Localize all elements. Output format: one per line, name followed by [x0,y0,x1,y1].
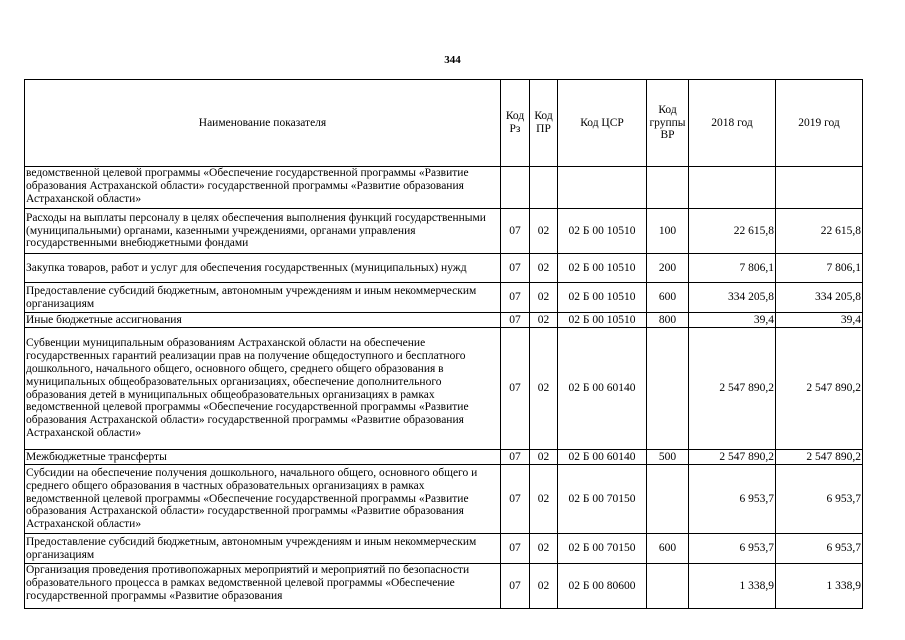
cell-rz: 07 [501,534,530,564]
cell-2019: 1 338,9 [776,564,863,609]
cell-csr: 02 Б 00 60140 [558,450,647,465]
cell-csr: 02 Б 00 10510 [558,254,647,283]
cell-name: Субвенции муниципальным образованиям Астраханской области на обеспечение государственных гарантий реализации прав на получение общедоступного и бесплатного дошкольного, начального общего, основного общего, среднего общего образования в муниципальных общеобразовательных организациях, обеспечение дополнительного образования детей в муниципальных общеобразовательных организациях в рамках ведомственной целевой программы «Обеспечение государственной программы «Развитие образования Астраханской области» государственной программы «Развитие образования Астраханской области» [25,328,501,450]
table-row [25,209,863,254]
cell-rz: 07 [501,465,530,534]
cell-pr: 02 [530,313,558,328]
cell-name: ведомственной целевой программы «Обеспечение государственной программы «Развитие образования Астраханской области» государственной программы «Развитие образования Астраханской области» [25,167,501,209]
cell-name: Закупка товаров, работ и услуг для обеспечения государственных (муниципальных) нужд [25,254,501,283]
cell-csr: 02 Б 00 10510 [558,283,647,313]
cell-vr [647,564,689,609]
cell-2018: 334 205,8 [689,283,776,313]
cell-pr: 02 [530,328,558,450]
cell-name: Предоставление субсидий бюджетным, автономным учреждениям и иным некоммерческим организациям [25,534,501,564]
cell-2019: 334 205,8 [776,283,863,313]
cell-vr [647,167,689,209]
table-row [25,254,863,283]
cell-csr: 02 Б 00 10510 [558,313,647,328]
cell-vr [647,328,689,450]
cell-csr: 02 Б 00 70150 [558,465,647,534]
cell-name: Субсидии на обеспечение получения дошкольного, начального общего, основного общего и среднего общего образования в частных образовательных организациях в рамках ведомственной целевой программы «Обеспечение государственной программы «Развитие образования Астраханской области» государственной программы «Развитие образования Астраханской области» [25,465,501,534]
table-row [25,328,863,450]
cell-2018: 6 953,7 [689,465,776,534]
cell-vr: 100 [647,209,689,254]
cell-rz: 07 [501,564,530,609]
page-number: 344 [444,54,461,66]
cell-rz: 07 [501,313,530,328]
cell-name: Иные бюджетные ассигнования [25,313,501,328]
cell-vr: 600 [647,534,689,564]
cell-rz: 07 [501,283,530,313]
cell-2018: 2 547 890,2 [689,450,776,465]
cell-2018: 22 615,8 [689,209,776,254]
table-row [25,283,863,313]
cell-rz: 07 [501,209,530,254]
cell-csr: 02 Б 00 10510 [558,209,647,254]
cell-2019 [776,167,863,209]
cell-name: Предоставление субсидий бюджетным, автономным учреждениям и иным некоммерческим организациям [25,283,501,313]
cell-rz: 07 [501,254,530,283]
header-pr: Код ПР [530,80,558,167]
cell-vr: 600 [647,283,689,313]
cell-pr: 02 [530,450,558,465]
cell-csr [558,167,647,209]
cell-2019: 22 615,8 [776,209,863,254]
cell-2018: 39,4 [689,313,776,328]
cell-2018: 1 338,9 [689,564,776,609]
cell-rz: 07 [501,328,530,450]
cell-2018: 2 547 890,2 [689,328,776,450]
cell-csr: 02 Б 00 80600 [558,564,647,609]
cell-2018: 7 806,1 [689,254,776,283]
cell-2018: 6 953,7 [689,534,776,564]
header-name: Наименование показателя [25,80,501,167]
cell-2019: 6 953,7 [776,534,863,564]
header-row [25,80,863,167]
header-2018: 2018 год [689,80,776,167]
table-row [25,564,863,609]
cell-2019: 39,4 [776,313,863,328]
cell-2018 [689,167,776,209]
cell-vr [647,465,689,534]
cell-pr: 02 [530,564,558,609]
cell-pr: 02 [530,283,558,313]
cell-name: Организация проведения противопожарных мероприятий и мероприятий по безопасности образовательного процесса в рамках ведомственной целевой программы «Обеспечение государственной программы «Развитие образования [25,564,501,609]
header-csr: Код ЦСР [558,80,647,167]
cell-vr: 200 [647,254,689,283]
cell-2019: 2 547 890,2 [776,450,863,465]
cell-name: Межбюджетные трансферты [25,450,501,465]
cell-2019: 2 547 890,2 [776,328,863,450]
table-row [25,313,863,328]
cell-pr [530,167,558,209]
cell-pr: 02 [530,254,558,283]
table-row [25,167,863,209]
header-2019: 2019 год [776,80,863,167]
cell-rz [501,167,530,209]
cell-vr: 500 [647,450,689,465]
table-row [25,465,863,534]
cell-pr: 02 [530,534,558,564]
cell-pr: 02 [530,209,558,254]
cell-vr: 800 [647,313,689,328]
cell-csr: 02 Б 00 70150 [558,534,647,564]
cell-rz: 07 [501,450,530,465]
header-rz: Код Рз [501,80,530,167]
table-row [25,534,863,564]
cell-csr: 02 Б 00 60140 [558,328,647,450]
cell-name: Расходы на выплаты персоналу в целях обеспечения выполнения функций государственными (муниципальными) органами, казенными учреждениями, органами управления государственными внебюджетными фондами [25,209,501,254]
cell-2019: 7 806,1 [776,254,863,283]
cell-pr: 02 [530,465,558,534]
table-row [25,450,863,465]
header-vr: Код группы ВР [647,80,689,167]
cell-2019: 6 953,7 [776,465,863,534]
budget-table [24,79,863,609]
